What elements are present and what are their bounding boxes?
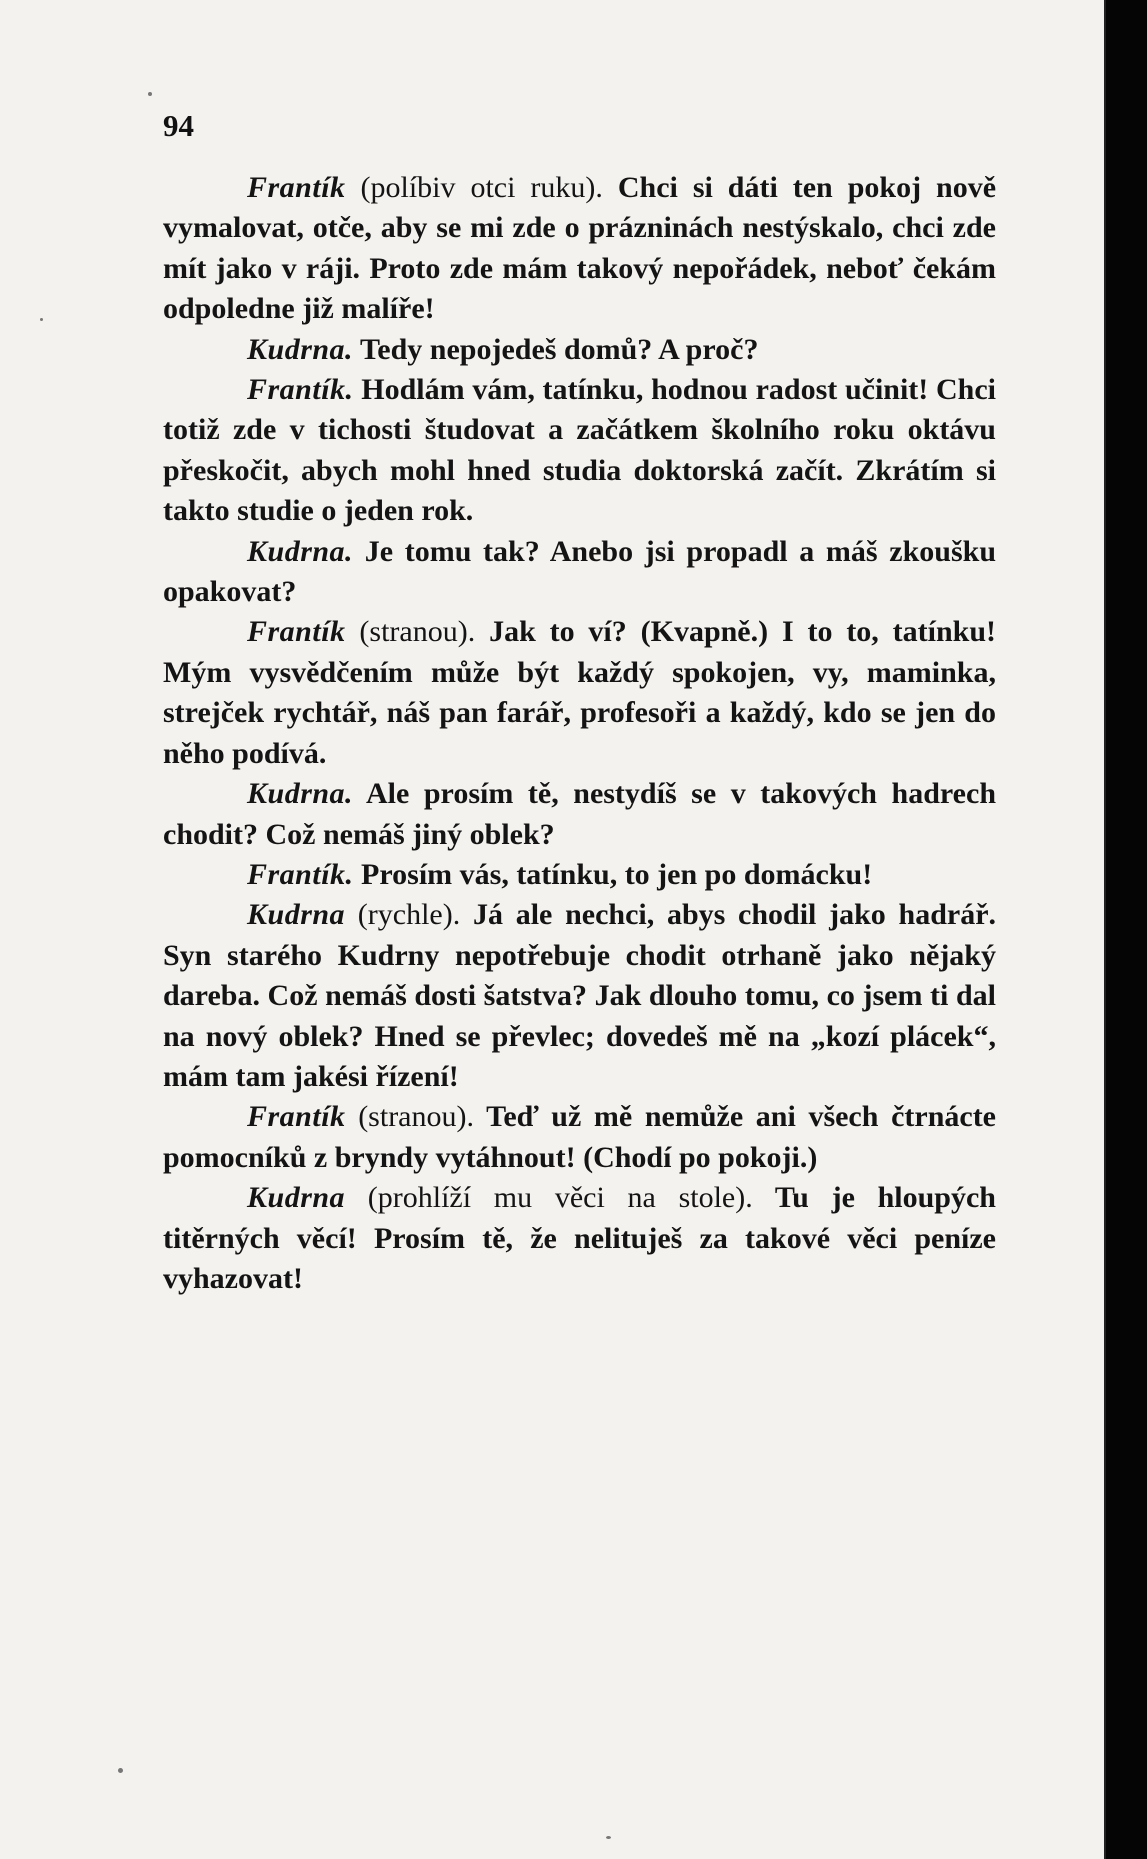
dialogue-text: Já ale nechci, abys chodil jako hadrář. Syn starého Kudrny nepotřebuje chodit otrhaně jako nějaký dareba. Což nemáš dosti šatstva? Jak dlouho tomu, co jsem ti dal na nový oblek? Hned se převlec; dovedeš mě na „kozí plácek“, mám tam jakési řízení! <box>163 898 997 1093</box>
dialogue-text: Hodlám vám, tatínku, hodnou radost učinit! Chci totiž zde v tichosti študovat a začátkem školního roku oktávu přeskočit, abych mohl hned studia doktorská začít. Zkrátím si takto studie o jeden rok. <box>163 373 996 528</box>
dialogue-text: Tu je hloupých titěrných věcí! Prosím tě, že nelituješ za takové věci peníze vyhazovat! <box>163 1181 996 1295</box>
dialogue-text: Je tomu tak? Anebo jsi propadl a máš zkoušku opakovat? <box>163 534 997 609</box>
stage-direction: (stranou). <box>359 615 476 649</box>
speaker-name: Kudrna. <box>247 534 354 568</box>
speaker-name: Frantík <box>247 171 346 204</box>
speaker-name: Frantík. <box>247 373 354 407</box>
play-text <box>163 168 996 1299</box>
dialogue-paragraph <box>163 330 996 370</box>
speaker-name: Kudrna. <box>247 332 354 366</box>
speaker-name: Kudrna. <box>247 777 354 811</box>
paper-speck <box>118 1768 123 1773</box>
dialogue-paragraph <box>163 168 996 330</box>
stage-direction: (stranou). <box>358 1100 474 1134</box>
dialogue-paragraph <box>163 1178 996 1299</box>
dialogue-paragraph <box>163 1097 996 1178</box>
speaker-name: Frantík. <box>247 857 354 891</box>
paper-speck <box>148 92 152 96</box>
speaker-name: Kudrna <box>247 1181 346 1215</box>
stage-direction: (prohlíží mu věci na stole). <box>367 1181 753 1215</box>
page-number: 94 <box>163 108 194 143</box>
dialogue-text: Jak to ví? (Kvapně.) I to to, tatínku! Mým vysvědčením může být každý spokojen, vy, maminka, strejček rychtář, náš pan farář, profesoři a každý, kdo se jen do něho podívá. <box>163 615 997 770</box>
stage-direction: (políbiv otci ruku). <box>360 171 603 204</box>
book-spine <box>1106 0 1147 1859</box>
dialogue-paragraph <box>163 532 996 613</box>
speaker-name: Kudrna <box>247 898 346 932</box>
dialogue-paragraph <box>163 370 996 532</box>
stage-direction: (rychle). <box>357 898 461 932</box>
speaker-name: Frantík <box>247 1100 346 1134</box>
dialogue-text: Tedy nepojedeš domů? A proč? <box>360 332 759 366</box>
dialogue-text: Chci si dáti ten pokoj nově vymalovat, otče, aby se mi zde o prázninách nestýskalo, chci zde mít jako v ráji. Proto zde mám takový nepořádek, neboť čekám odpoledne již malíře! <box>163 171 997 326</box>
dialogue-text: Ale prosím tě, nestydíš se v takových hadrech chodit? Což nemáš jiný oblek? <box>163 777 996 851</box>
dialogue-paragraph <box>163 774 996 855</box>
dialogue-text: Prosím vás, tatínku, to jen po domácku! <box>361 857 873 891</box>
dialogue-text: Teď už mě nemůže ani všech čtrnácte pomocníků z bryndy vytáhnout! (Chodí po pokoji.) <box>163 1100 996 1174</box>
speaker-name: Frantík <box>247 615 346 649</box>
dialogue-paragraph <box>163 895 996 1097</box>
dialogue-paragraph <box>163 855 996 895</box>
paper-speck <box>40 318 43 321</box>
paper-speck <box>606 1836 611 1839</box>
dialogue-paragraph <box>163 612 996 774</box>
